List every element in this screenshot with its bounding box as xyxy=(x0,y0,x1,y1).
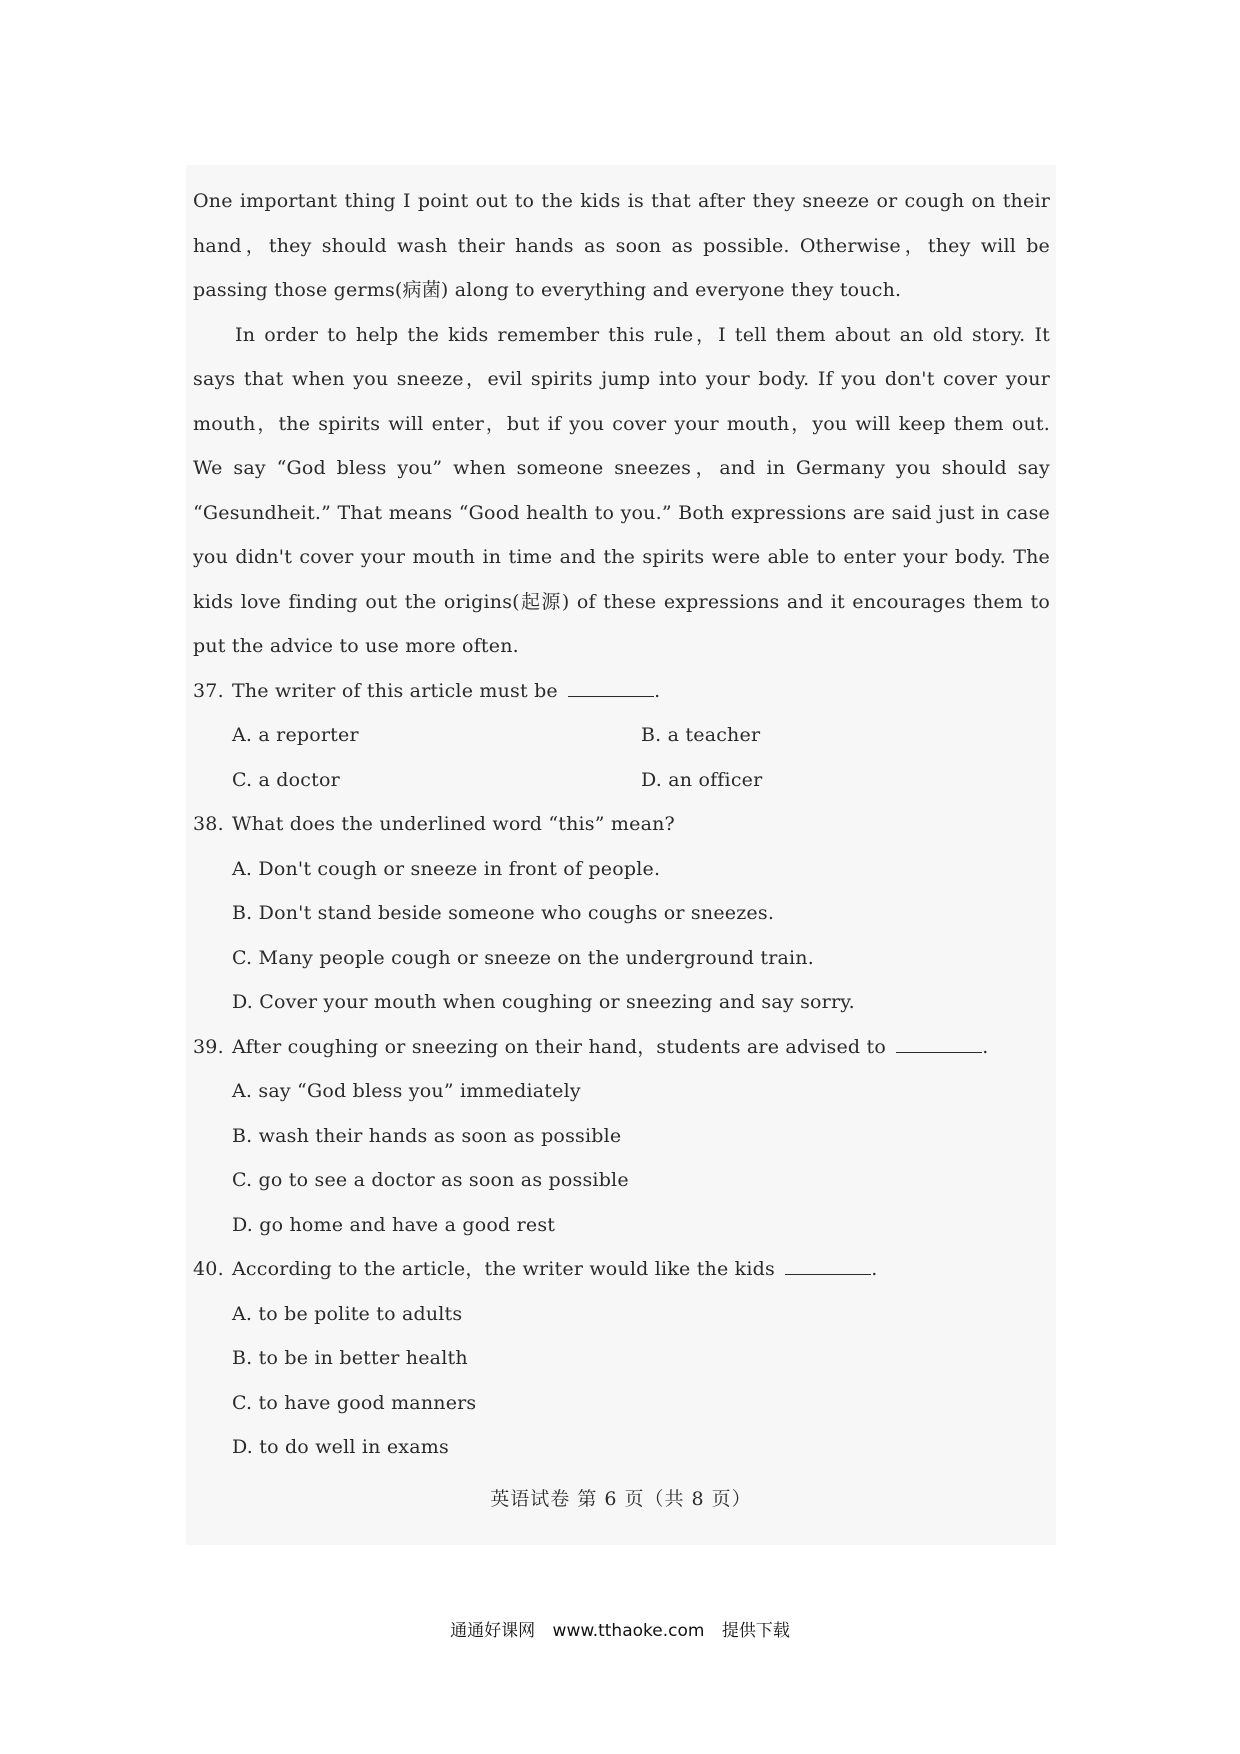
question-stem xyxy=(193,1025,1050,1070)
question-text: After coughing or sneezing on their hand，students are advised to xyxy=(232,1035,886,1058)
credit-site-name: 通通好课网 xyxy=(450,1621,536,1641)
question-text: The writer of this article must be xyxy=(232,679,558,702)
option-c: C. to have good manners xyxy=(232,1391,477,1414)
question-39 xyxy=(193,1025,1050,1248)
option-a: A. a reporter xyxy=(232,724,359,746)
option-a: A. Don't cough or sneeze in front of people. xyxy=(232,857,661,880)
passage-paragraph-1: One important thing I point out to the kids is that after they sneeze or cough on their hand，they should wash their hands as soon as possible. Otherwise，they will be passing those germs(病菌) along to everything and everyone they touch. xyxy=(193,190,1050,301)
question-38 xyxy=(193,802,1050,1025)
option-b: B. to be in better health xyxy=(232,1347,468,1369)
answer-blank xyxy=(896,1036,982,1053)
answer-blank xyxy=(785,1258,871,1275)
option-c: C. Many people cough or sneeze on the underground train. xyxy=(232,946,814,969)
credit-url[interactable]: www.tthaoke.com xyxy=(552,1621,705,1641)
credit-suffix: 提供下载 xyxy=(721,1621,790,1641)
option-b: B. wash their hands as soon as possible xyxy=(232,1124,622,1147)
question-37 xyxy=(193,669,1050,803)
question-end-punct: . xyxy=(871,1258,878,1280)
question-number: 37. xyxy=(193,679,224,702)
option-list xyxy=(193,1069,1050,1247)
option-a: A. say “God bless you” immediately xyxy=(232,1080,581,1102)
option-list xyxy=(193,713,1050,802)
question-text: According to the article，the writer would like the kids xyxy=(232,1258,775,1280)
option-c: C. go to see a doctor as soon as possible xyxy=(232,1169,629,1191)
option-a: A. to be polite to adults xyxy=(232,1302,463,1325)
answer-blank xyxy=(568,680,654,697)
question-end-punct: . xyxy=(654,679,661,702)
page-footer: 英语试卷 第 6 页（共 8 页） xyxy=(490,1488,752,1510)
question-stem xyxy=(193,669,1050,714)
option-b: B. a teacher xyxy=(641,724,761,746)
option-b: B. Don't stand beside someone who coughs or sneezes. xyxy=(232,902,775,924)
option-c: C. a doctor xyxy=(232,768,340,791)
option-d: D. to do well in exams xyxy=(232,1436,449,1458)
passage-paragraph-2: In order to help the kids remember this rule，I tell them about an old story. It says that when you sneeze，evil spirits jump into your body. If you don't cover your mouth，the spirits will enter，but if you cover your mouth，you will keep them out. We say “God bless you” when someone sneezes，and in Germany you should say “Gesundheit.” That means “Good health to you.” Both expressions are said just in case you didn't cover your mouth in time and the spirits were able to enter your body. The kids love finding out the origins(起源) of these expressions and it encourages them to put the advice to use more often. xyxy=(193,323,1050,657)
question-number: 40. xyxy=(193,1258,224,1280)
question-end-punct: . xyxy=(982,1035,989,1058)
question-number: 38. xyxy=(193,813,224,835)
download-credit xyxy=(0,1616,1240,1641)
question-stem xyxy=(193,802,1050,847)
option-d: D. Cover your mouth when coughing or sneezing and say sorry. xyxy=(232,991,855,1013)
question-stem xyxy=(193,1247,1050,1292)
question-number: 39. xyxy=(193,1035,224,1058)
option-list xyxy=(193,1292,1050,1470)
question-40 xyxy=(193,1247,1050,1470)
option-d: D. go home and have a good rest xyxy=(232,1213,556,1236)
option-d: D. an officer xyxy=(641,768,763,791)
option-list xyxy=(193,847,1050,1025)
exam-content xyxy=(193,179,1050,1470)
question-text: What does the underlined word “this” mean? xyxy=(232,813,675,835)
